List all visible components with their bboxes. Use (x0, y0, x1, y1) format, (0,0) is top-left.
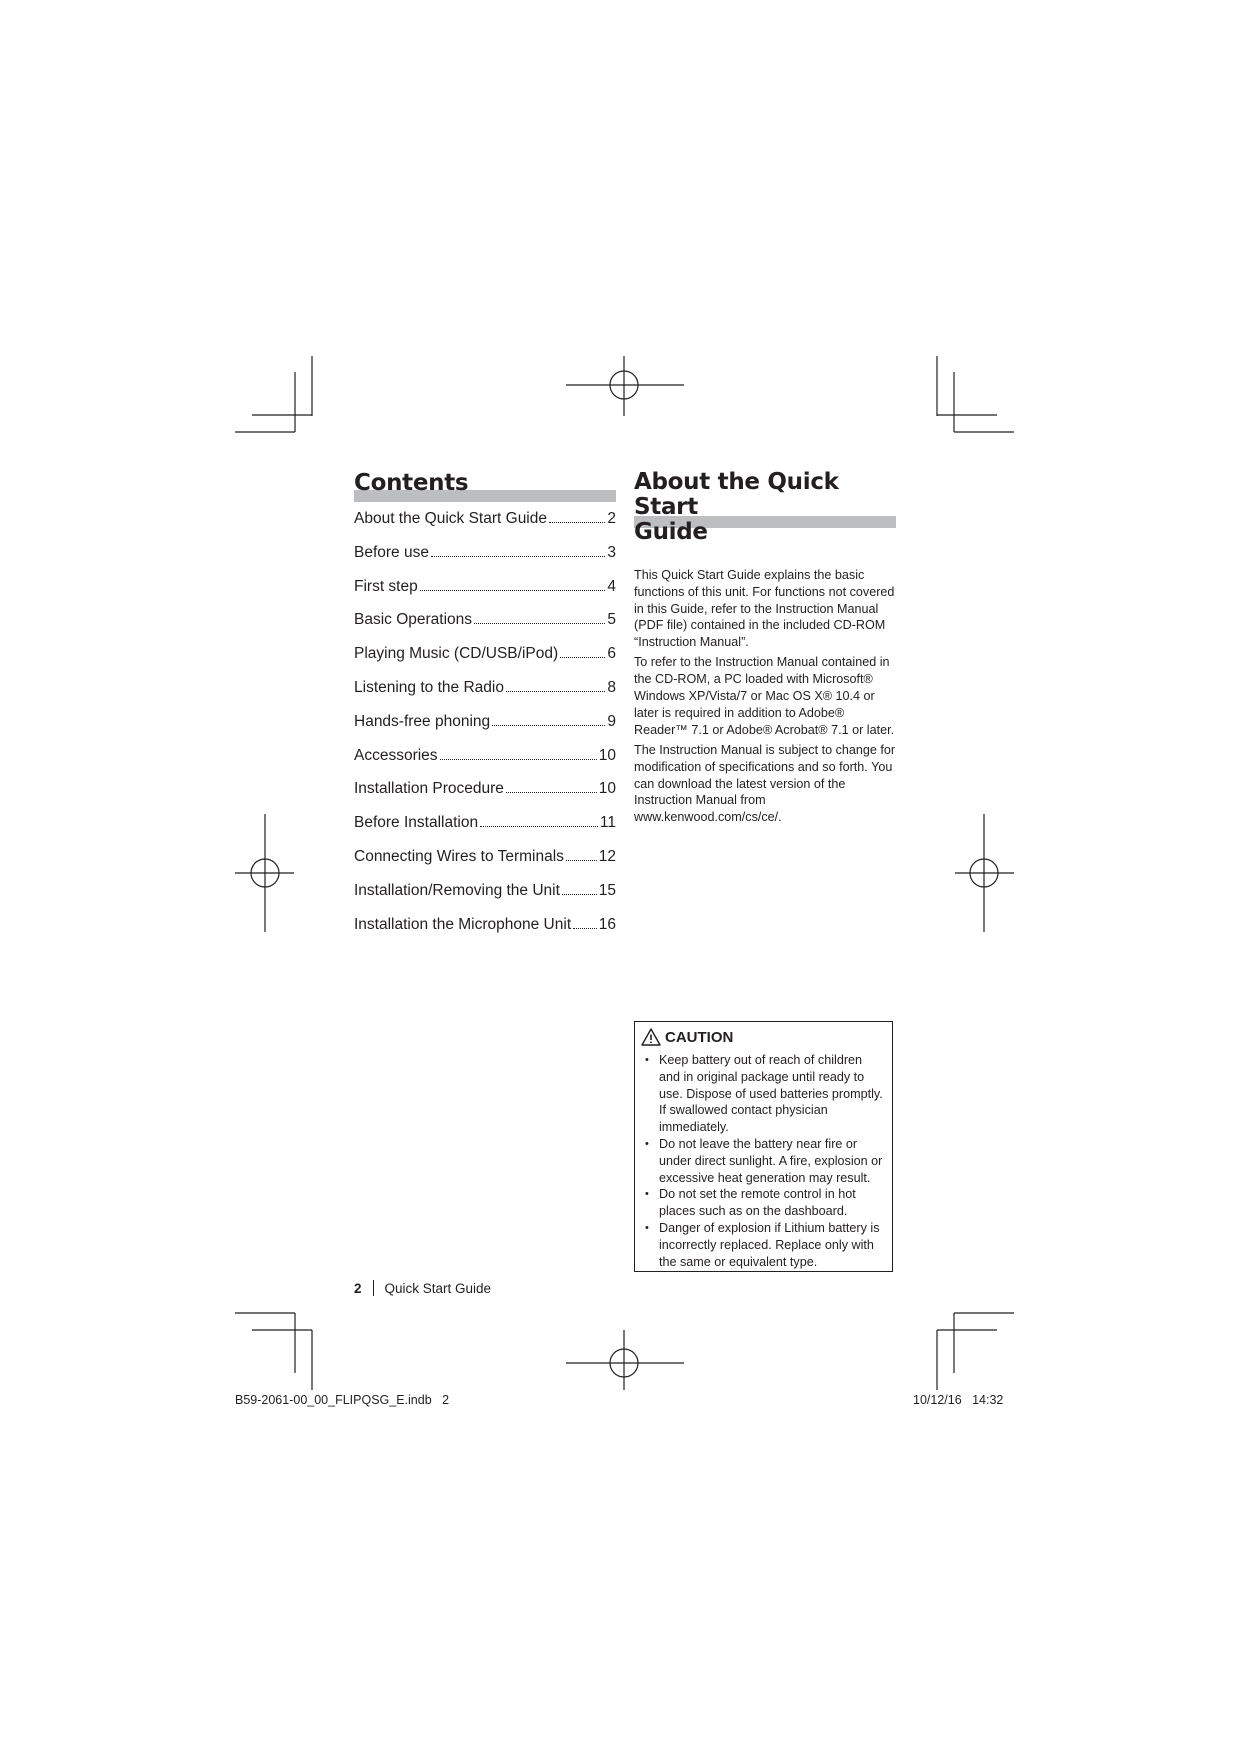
about-paragraph: To refer to the Instruction Manual contained in the CD-ROM, a PC loaded with Microsoft® Windows XP/Vista/7 or Mac OS X® 10.4 or later is required in addition to Adobe® Reader™ 7.1 or Adobe® Acrobat® 7.1 or later. (634, 655, 895, 737)
slug-datetime: 10/12/16 14:32 (913, 1393, 1004, 1407)
toc-entry-first-step[interactable]: First step 4 (354, 577, 616, 595)
toc-list (354, 510, 616, 949)
contents-heading: Contents (354, 470, 616, 502)
caution-item: • Keep battery out of reach of children and in original package until ready to use. Dispose of used batteries promptly. If swallowed contact physician immediately. (641, 1052, 886, 1136)
about-paragraph: This Quick Start Guide explains the basic functions of this unit. For functions not covered in this Guide, refer to the Instruction Manual (PDF file) contained in the included CD-ROM “Instruction Manual”. (634, 568, 895, 650)
toc-entry-about-guide[interactable]: About the Quick Start Guide 2 (354, 510, 616, 527)
toc-entry-accessories[interactable]: Accessories 10 (354, 746, 616, 764)
toc-entry-basic-operations[interactable]: Basic Operations 5 (354, 611, 616, 629)
toc-entry-before-use[interactable]: Before use 3 (354, 543, 616, 561)
caution-box (634, 1021, 893, 1272)
guide-name: Quick Start Guide (384, 1280, 492, 1296)
toc-entry-before-installation[interactable]: Before Installation 11 (354, 814, 616, 832)
about-paragraph: The Instruction Manual is subject to change for modification of specifications and so forth. You can download the latest version of the Instruction Manual from www.kenwood.com/cs/ce/. (634, 742, 896, 825)
toc-entry-installation-procedure[interactable]: Installation Procedure 10 (354, 780, 616, 798)
about-heading: About the Quick Start Guide (634, 470, 896, 545)
toc-entry-playing-music[interactable]: Playing Music (CD/USB/iPod) 6 (354, 645, 616, 663)
warning-triangle-icon (641, 1028, 661, 1046)
slug-file-name: B59-2061-00_00_FLIPQSG_E.indb 2 (235, 1393, 450, 1407)
toc-entry-installation-removing[interactable]: Installation/Removing the Unit 15 (354, 881, 616, 899)
table-of-contents (354, 470, 616, 949)
footer-separator (373, 1280, 374, 1296)
about-body (634, 567, 896, 826)
toc-entry-microphone-unit[interactable]: Installation the Microphone Unit 16 (354, 915, 616, 933)
caution-header (641, 1028, 886, 1046)
about-section (634, 470, 896, 829)
toc-entry-connecting-wires[interactable]: Connecting Wires to Terminals 12 (354, 847, 616, 865)
page-number: 2 (354, 1280, 362, 1296)
toc-entry-listening-radio[interactable]: Listening to the Radio 8 (354, 678, 616, 696)
caution-item: • Do not leave the battery near fire or under direct sunlight. A fire, explosion or excessive heat generation may result. (641, 1136, 886, 1186)
caution-heading: CAUTION (665, 1028, 734, 1046)
toc-entry-hands-free[interactable]: Hands-free phoning 9 (354, 712, 616, 730)
caution-item: • Danger of explosion if Lithium battery is incorrectly replaced. Replace only with the same or equivalent type. (641, 1220, 886, 1270)
caution-list (641, 1052, 886, 1270)
caution-item: • Do not set the remote control in hot places such as on the dashboard. (641, 1186, 886, 1220)
page-footer (354, 1280, 491, 1296)
